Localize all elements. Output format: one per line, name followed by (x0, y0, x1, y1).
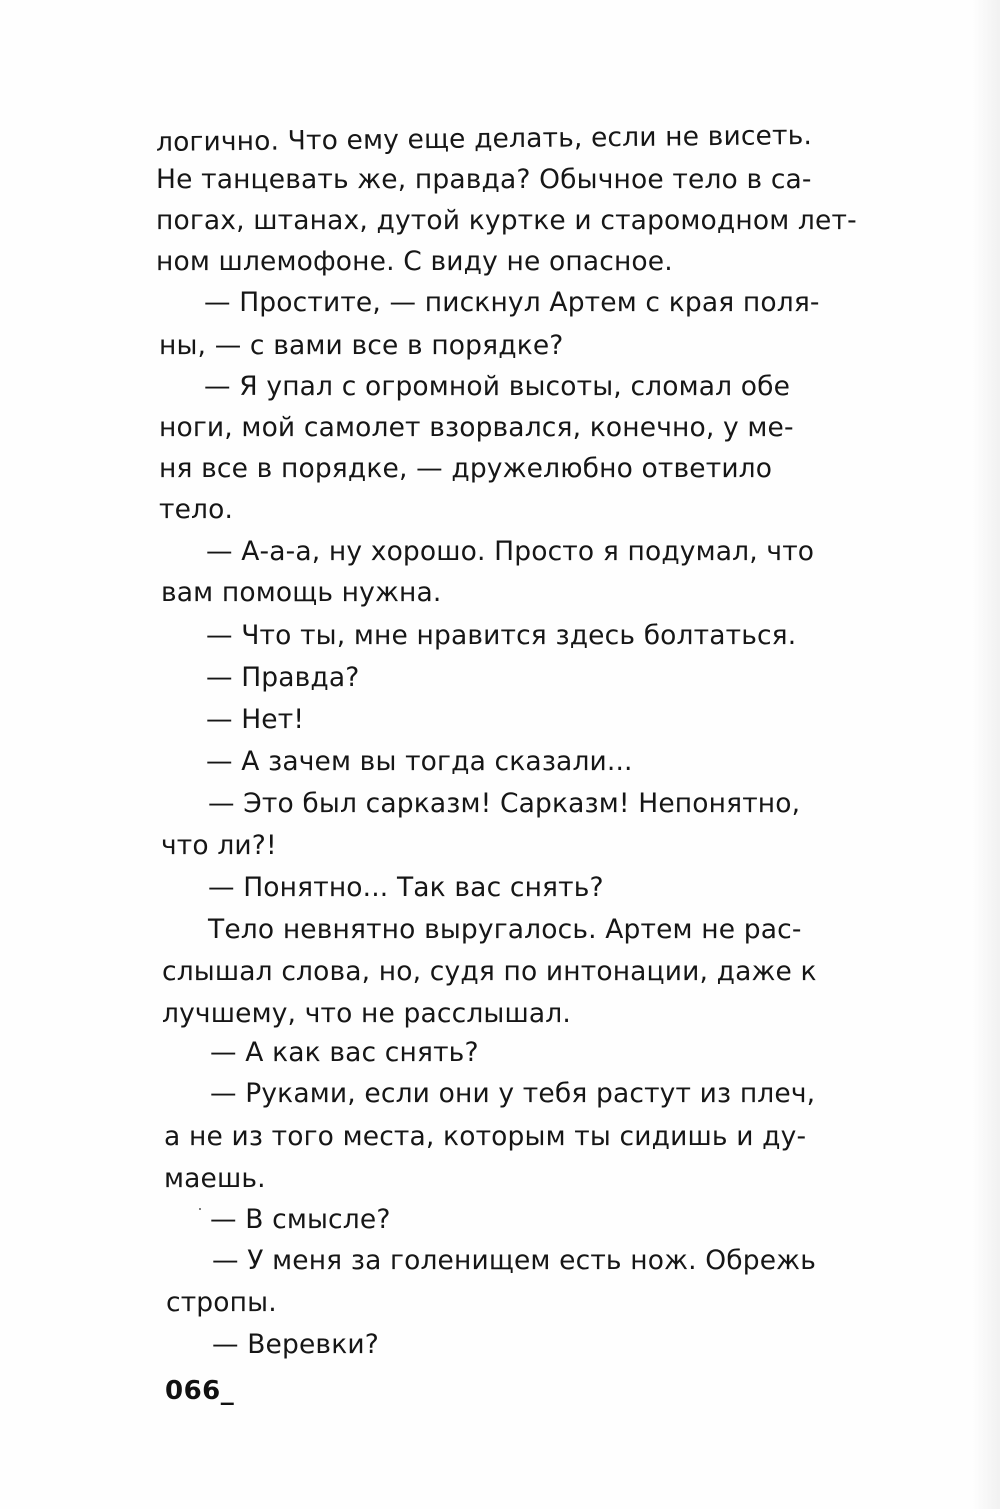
text-line: — Что ты, мне нравится здесь болтаться. (206, 620, 797, 651)
text-line: — В смысле? (210, 1204, 391, 1235)
text-line: — Я упал с огромной высоты, сломал обе (204, 371, 791, 402)
text-line: стропы. (166, 1287, 277, 1318)
text-line: ня все в порядке, — дружелюбно ответило (159, 453, 773, 484)
text-line: что ли?! (161, 830, 277, 861)
text-line: — А как вас снять? (210, 1037, 479, 1068)
text-line: вам помощь нужна. (161, 577, 442, 608)
text-line: — А-а-а, ну хорошо. Просто я подумал, что (206, 536, 815, 567)
text-line: — Нет! (206, 704, 305, 735)
text-line: — А зачем вы тогда сказали... (206, 746, 633, 777)
page-number: 066_ (165, 1376, 235, 1406)
text-line: ны, — с вами все в порядке? (159, 330, 564, 361)
text-line: тело. (159, 494, 234, 525)
text-line: ноги, мой самолет взорвался, конечно, у ме- (159, 412, 794, 443)
text-line: — Понятно... Так вас снять? (208, 872, 604, 903)
text-line: Тело невнятно выругалось. Артем не рас- (208, 914, 802, 945)
text-line: — Это был сарказм! Сарказм! Непонятно, (208, 788, 801, 819)
text-line: логично. Что ему еще делать, если не висеть. (155, 120, 813, 158)
text-line: ном шлемофоне. С виду не опасное. (156, 246, 673, 277)
text-line: а не из того места, которым ты сидишь и ду- (164, 1121, 807, 1152)
text-line: лучшему, что не расслышал. (162, 998, 571, 1029)
text-line: — Правда? (206, 662, 360, 693)
text-line: — Руками, если они у тебя растут из плеч, (210, 1078, 816, 1109)
text-line: — У меня за голенищем есть нож. Обрежь (212, 1245, 816, 1276)
print-speck (199, 1208, 201, 1210)
text-line: маешь. (164, 1163, 266, 1194)
page-edge-shadow (972, 0, 1000, 1509)
text-line: Не танцевать же, правда? Обычное тело в са- (156, 164, 812, 195)
text-line: погах, штанах, дутой куртке и старомодном лет- (156, 205, 857, 236)
text-line: — Веревки? (212, 1329, 379, 1360)
text-line: слышал слова, но, судя по интонации, даже к (162, 956, 817, 987)
text-line: — Простите, — пискнул Артем с края поля- (204, 287, 820, 318)
